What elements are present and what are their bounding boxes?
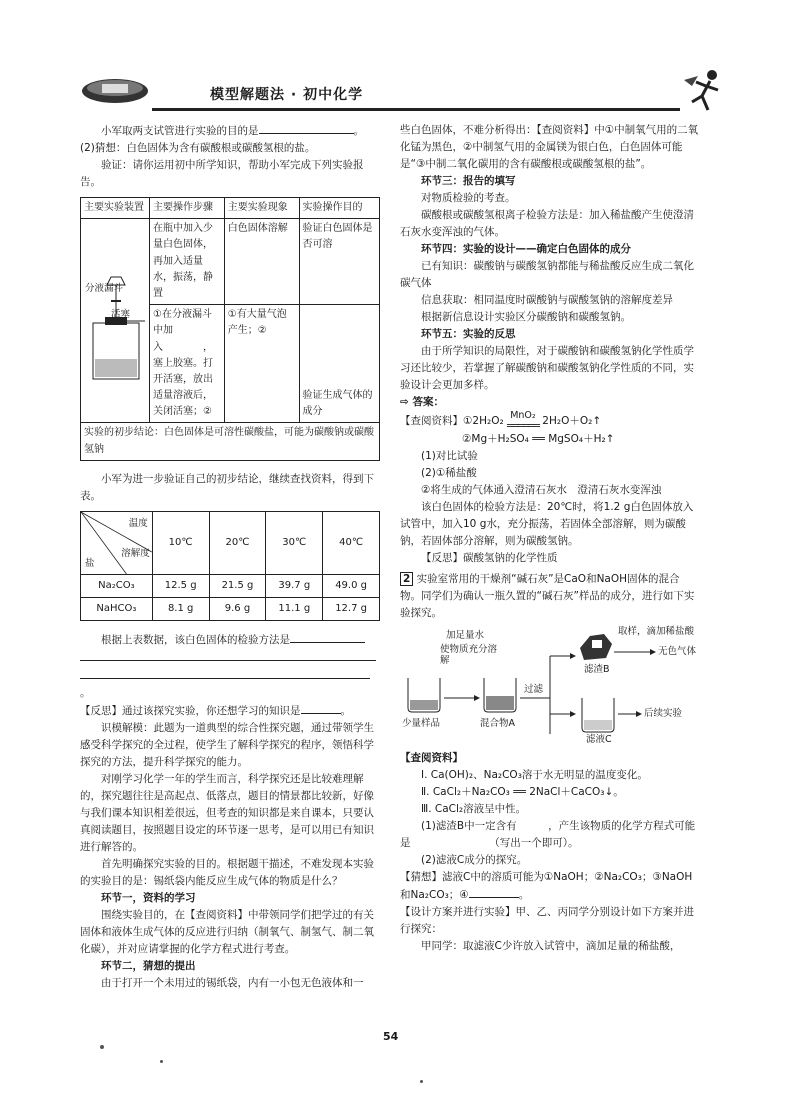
question-number: 2 [400,572,413,586]
text-line: 围绕实验目的，在【查阅资料】中带领同学们把学过的有关固体和液体生成气体的反应进行归纳（制氧气、制氢气、制二氧化碳），并对应请掌握的化学方程式进行考查。 [80,909,374,956]
funnel-label: 分液漏斗 [85,283,124,295]
table-cell: ①在分液漏斗中加入 ，塞上胶塞。打开活塞，放出适量溶液后，关闭活塞；② [150,305,225,423]
text-line: Ⅰ. Ca(OH)₂、Na₂CO₃溶于水无明显的温度变化。 [421,769,648,781]
answer-line[interactable] [80,649,380,667]
scan-speck [420,1080,423,1083]
text-line: 甲同学：取滤液C少许放入试管中，滴加足量的稀盐酸， [421,940,681,952]
answer-blank[interactable] [301,702,341,714]
label-filter: 过滤 [524,684,544,695]
label-take-sample: 取样，滴加稀盐酸 [618,626,695,637]
temp-header: 20℃ [209,511,266,574]
temp-header: 10℃ [152,511,209,574]
text-line: 碳酸根或碳酸氢根离子检验方法是：加入稀盐酸产生使澄清石灰水变浑浊的气体。 [400,209,694,238]
table-cell: 9.6 g [209,598,266,621]
equation-line: ②Mg＋H₂SO₄ ══ MgSO₄＋H₂↑ [462,433,615,445]
text-line: ②将生成的气体通入澄清石灰水 澄清石灰水变浑浊 [421,484,662,496]
label-add-water: 加足量水 [446,630,485,641]
table-cell: 49.0 g [323,574,380,597]
text-line: (2)猜想：白色固体为含有碳酸根或碳酸氢根的盐。 [80,142,316,154]
solubility-table [80,511,380,621]
runner-figure-icon [678,66,730,118]
text-line: 【设计方案并进行实验】甲、乙、丙同学分别设计如下方案并进行探究： [400,906,694,935]
text-line: 些白色固体，不难分析得出：【查阅资料】中①中制氧气用的二氧化锰为黑色，②中制氢气用的金属镁为银白色，白色固体可能是“③中制二氧化碳用的含有碳酸根或碳酸氢根的盐”。 [400,124,699,170]
text-line: 由于所学知识的局限性，对于碳酸钠和碳酸氢钠化学性质学习还比较少，若掌握了解碳酸钠和碳酸氢钠化学性质的不同，实验设计会更加多样。 [400,345,694,391]
header-rule [152,108,680,111]
label-dissolve: 使物质充分溶解 [440,644,498,667]
text-line: 该白色固体的检验方法是：20℃时，将1.2 g白色固体放入试管中，加入10 g水，充分振荡，若固体全部溶解，则为碳酸钠，若固体部分溶解，则为碳酸氢钠。 [400,501,694,547]
page-title: 模型解题法 · 初中化学 [210,87,364,103]
table-cell: 21.5 g [209,574,266,597]
text-line: 小军取两支试管进行实验的目的是 。 [80,122,380,140]
text-line: (1)滤渣B中一定含有 ，产生该物质的化学方程式可能是 （写出一个即可）。 [400,820,696,849]
table-cell: 12.5 g [152,574,209,597]
table-cell: 11.1 g [266,598,323,621]
text-line: 对刚学习化学一年的学生而言，科学探究还是比较难理解的，探究题往往是高起点、低落点，题目的情景都比较新，好像与我们课本知识相差很远，但考查的知识都是来自课本，只要认真阅读题目，按照题目设定的环节逐一思考，是可以用已有知识进行解答的。 [80,773,374,854]
text-line: (2)①稀盐酸 [421,467,477,479]
label-colorless-gas: 无色气体 [658,646,697,657]
table-cell: 8.1 g [152,598,209,621]
table-cell: 白色固体溶解 [224,219,299,305]
text-line: 首先明确探究实验的目的。根据题干描述，不难发现本实验的实验目的是：锡纸袋内能反应生成气体的物质是什么？ [80,858,374,888]
text-line: (1)对比试验 [421,450,478,462]
flask-apparatus-icon [81,219,149,389]
label-residue-b: 滤渣B [584,664,610,675]
text-line: 识模解模：此题为一道典型的综合性探究题，通过带领学生感受科学探究的全过程，使学生了解科学探究的程序，领悟科学探究的方法，提升科学探究的能力。 [80,722,374,769]
stopcock-label: 活塞 [111,309,131,321]
scan-speck [100,1045,104,1049]
question-2: 2 实验室常用的干燥剂“碱石灰”是CaO和NaOH固体的混合物。同学们为确认一瓶久置的“碱石灰”样品的成分，进行如下实验探究。 [400,573,695,619]
section-heading: 环节四：实验的设计——确定白色固体的成分 [421,243,631,255]
table-cell: 39.7 g [266,574,323,597]
text-line: 【猜想】滤液C中的溶质可能为①NaOH；②Na₂CO₃；③NaOH和Na₂CO₃；④ 。 [400,871,693,901]
label-next-step: 后续实验 [644,708,683,719]
text-line: 【反思】碳酸氢钠的化学性质 [421,552,558,564]
page-header [80,70,740,114]
table-cell: ①有大量气泡产生；② [224,305,299,423]
table-header: 主要实验现象 [224,198,299,219]
temp-header: 40℃ [323,511,380,574]
temp-header: 30℃ [266,511,323,574]
text-line: 由于打开一个未用过的锡纸袋，内有一小包无色液体和一 [101,977,364,990]
label-sample: 少量样品 [402,718,441,729]
conclusion-cell: 实验的初步结论：白色固体是可溶性碳酸盐，可能为碳酸钠或碳酸氢钠 [81,423,380,460]
text-line: 信息获取：相同温度时碳酸钠与碳酸氢钠的溶解度差异 [421,294,673,306]
experiment-table [80,197,380,461]
apparatus-cell [81,219,150,423]
scan-speck [160,1060,163,1063]
text-line: 已有知识：碳酸钠与碳酸氢钠都能与稀盐酸反应生成二氧化碳气体 [400,260,694,289]
label-mixture-a: 混合物A [480,718,515,729]
equation-line: 【查阅资料】①2H₂O₂ MnO₂ ══════ 2H₂O＋O₂↑ [400,410,602,432]
text-line: (2)滤液C成分的探究。 [421,854,528,866]
answer-heading: ⇨ 答案： [400,396,444,408]
process-diagram [400,626,700,745]
text-line: 对物质检验的考查。 [421,192,516,204]
answer-arrow-icon: ⇨ [400,396,409,408]
section-heading: 【查阅资料】 [400,752,463,764]
section-heading: 环节三：报告的填写 [421,175,516,187]
table-header: 主要实验装置 [81,198,150,219]
salt-name: Na₂CO₃ [81,574,153,597]
text-line: Ⅲ. CaCl₂溶液呈中性。 [421,803,527,815]
answer-blank[interactable] [259,122,354,134]
text-line: 验证：请你运用初中所学知识，帮助小军完成下列实验报告。 [80,159,364,188]
table-row [81,574,380,597]
salt-name: NaHCO₃ [81,598,153,621]
table-header: 实验操作目的 [299,198,380,219]
table-cell: 验证白色固体是否可溶 [299,219,380,305]
table-cell: 验证生成气体的成分 [299,305,380,423]
corner-label-temp: 温度 [128,517,148,529]
corner-label-solubility: 溶解度 [121,547,150,559]
table-header: 主要操作步骤 [150,198,225,219]
left-column [80,122,380,992]
section-heading: 环节五：实验的反思 [421,328,516,340]
label-filtrate-c: 滤液C [586,734,612,745]
right-column [400,122,700,955]
text-line: 【反思】通过该探究实验，你还想学习的知识是 。 [80,702,380,720]
section-heading: 环节二，猜想的提出 [101,960,196,973]
table-cell: 在瓶中加入少量白色固体，再加入适量水，振荡，静置 [150,219,225,305]
table-cell: 12.7 g [323,598,380,621]
corner-label-salt: 盐 [85,558,95,570]
answer-blank[interactable] [290,631,365,643]
table-row [81,598,380,621]
section-heading: 环节一，资料的学习 [101,892,196,905]
answer-blank[interactable] [469,886,519,898]
text-line: 根据新信息设计实验区分碳酸钠和碳酸氢钠。 [421,311,631,323]
page-number: 54 [383,1030,399,1043]
text-line: 根据上表数据，该白色固体的检验方法是 [80,631,380,649]
corner-header [81,511,153,574]
answer-line[interactable]: 。 [80,667,380,702]
text-line: Ⅱ. CaCl₂＋Na₂CO₃ ══ 2NaCl＋CaCO₃↓。 [421,786,624,798]
text-line: 小军为进一步验证自己的初步结论，继续查找资料，得到下表。 [80,472,374,502]
book-logo-icon [80,74,150,108]
